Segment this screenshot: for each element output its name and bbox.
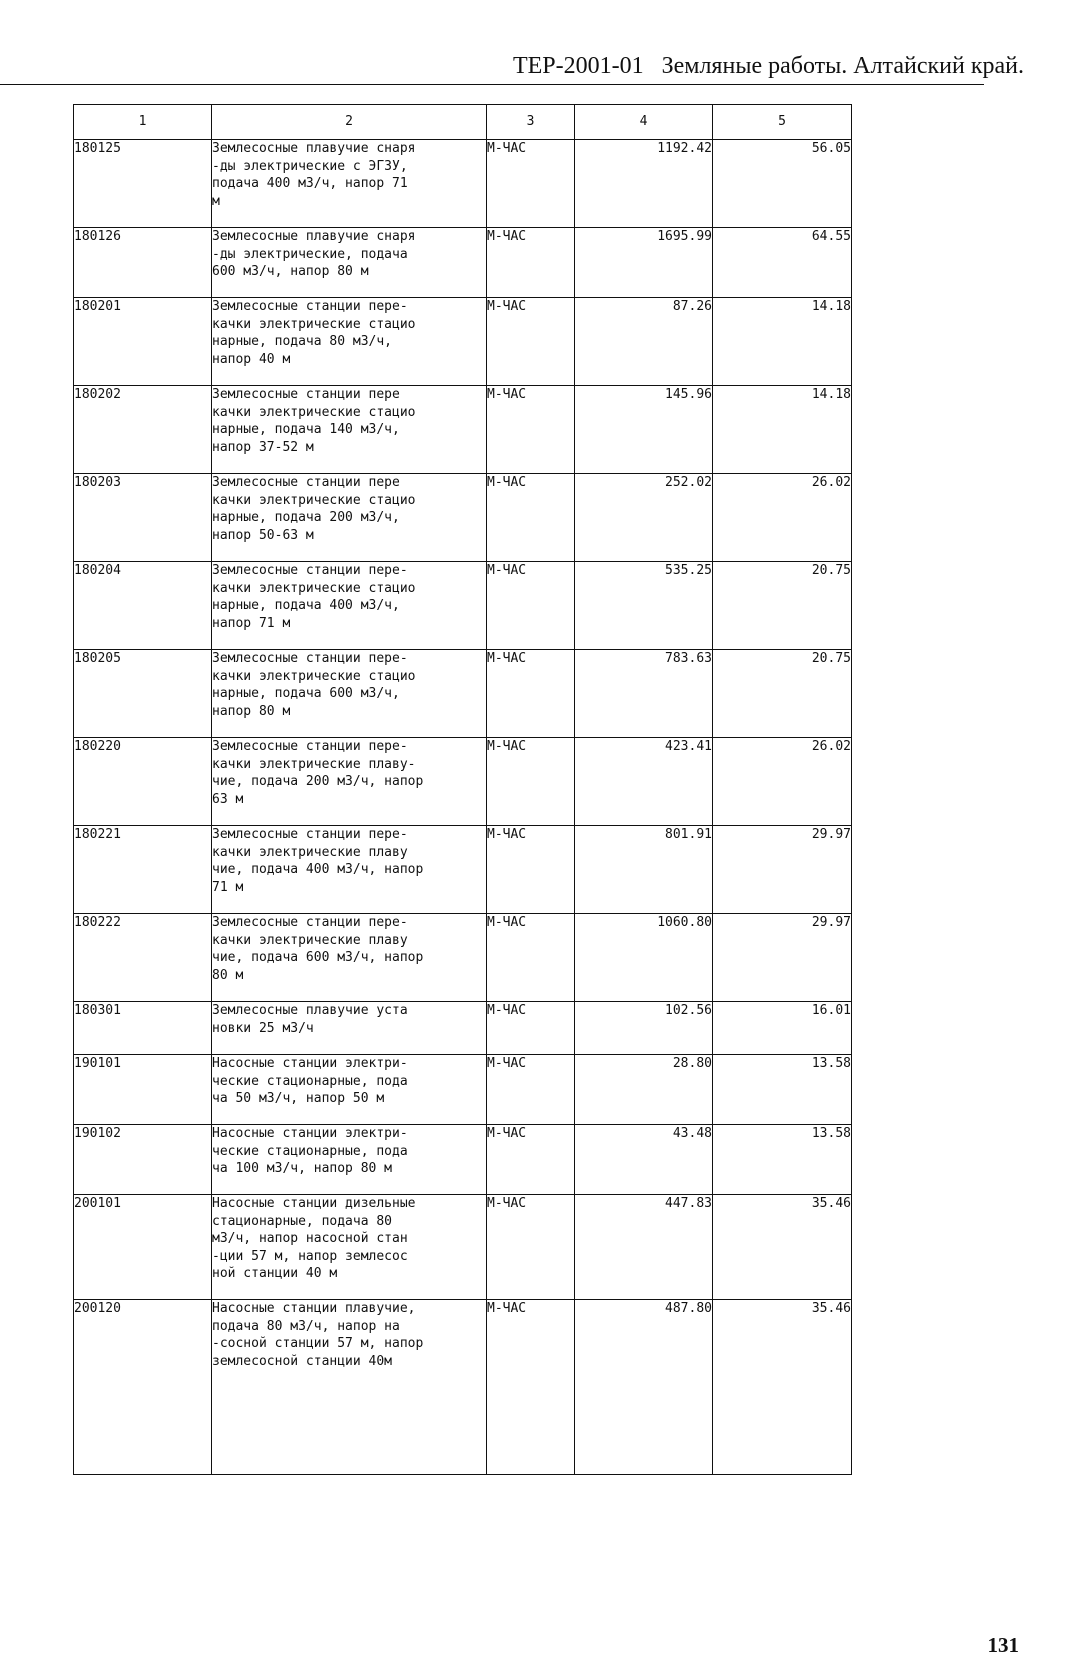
value-col4-cell: 447.83 xyxy=(575,1195,713,1300)
column-header: 5 xyxy=(713,105,852,140)
unit-cell: М-ЧАС xyxy=(487,826,575,914)
unit-cell: М-ЧАС xyxy=(487,298,575,386)
value-col5-cell: 35.46 xyxy=(713,1195,852,1300)
value-col5-cell: 29.97 xyxy=(713,914,852,1002)
table-row xyxy=(74,1055,852,1125)
column-header: 4 xyxy=(575,105,713,140)
page-header-title: ТЕР-2001-01 Земляные работы. Алтайский край. xyxy=(512,53,1024,79)
value-col5-cell: 64.55 xyxy=(713,228,852,298)
value-col4-cell: 1695.99 xyxy=(575,228,713,298)
value-col5-cell: 13.58 xyxy=(713,1125,852,1195)
code-cell: 180125 xyxy=(74,140,212,228)
name-cell: Землесосные станции пере- качки электрические стацио нарные, подача 400 м3/ч, напор 71 м xyxy=(212,562,487,650)
name-cell: Землесосные плавучие снаря -ды электрические, подача 600 м3/ч, напор 80 м xyxy=(212,228,487,298)
value-col4-cell: 801.91 xyxy=(575,826,713,914)
unit-cell: М-ЧАС xyxy=(487,1125,575,1195)
value-col4-cell: 28.80 xyxy=(575,1055,713,1125)
name-cell: Землесосные станции пере- качки электрические стацио нарные, подача 80 м3/ч, напор 40 м xyxy=(212,298,487,386)
table-row xyxy=(74,1002,852,1055)
name-cell: Землесосные станции пере качки электрические стацио нарные, подача 140 м3/ч, напор 37-52 м xyxy=(212,386,487,474)
value-col4-cell: 423.41 xyxy=(575,738,713,826)
value-col4-cell: 43.48 xyxy=(575,1125,713,1195)
value-col4-cell: 487.80 xyxy=(575,1300,713,1475)
code-cell: 190102 xyxy=(74,1125,212,1195)
table-row xyxy=(74,562,852,650)
value-col5-cell: 14.18 xyxy=(713,298,852,386)
value-col5-cell: 14.18 xyxy=(713,386,852,474)
unit-cell: М-ЧАС xyxy=(487,386,575,474)
value-col5-cell: 20.75 xyxy=(713,650,852,738)
unit-cell: М-ЧАС xyxy=(487,1055,575,1125)
name-cell: Землесосные станции пере- качки электрические стацио нарные, подача 600 м3/ч, напор 80 м xyxy=(212,650,487,738)
code-cell: 180205 xyxy=(74,650,212,738)
code-cell: 180202 xyxy=(74,386,212,474)
unit-cell: М-ЧАС xyxy=(487,562,575,650)
unit-cell: М-ЧАС xyxy=(487,1195,575,1300)
code-cell: 180222 xyxy=(74,914,212,1002)
table-row xyxy=(74,826,852,914)
name-cell: Землесосные станции пере- качки электрические плаву чие, подача 400 м3/ч, напор 71 м xyxy=(212,826,487,914)
value-col5-cell: 29.97 xyxy=(713,826,852,914)
code-cell: 180220 xyxy=(74,738,212,826)
column-header: 2 xyxy=(212,105,487,140)
value-col4-cell: 102.56 xyxy=(575,1002,713,1055)
table-row xyxy=(74,140,852,228)
table-row xyxy=(74,474,852,562)
value-col5-cell: 26.02 xyxy=(713,738,852,826)
table-row xyxy=(74,386,852,474)
value-col5-cell: 35.46 xyxy=(713,1300,852,1475)
table-row xyxy=(74,1195,852,1300)
name-cell: Насосные станции дизельные стационарные, подача 80 м3/ч, напор насосной стан -ции 57 м, напор землесос ной станции 40 м xyxy=(212,1195,487,1300)
value-col5-cell: 56.05 xyxy=(713,140,852,228)
code-cell: 200120 xyxy=(74,1300,212,1475)
value-col5-cell: 16.01 xyxy=(713,1002,852,1055)
table-header-row xyxy=(74,105,852,140)
value-col5-cell: 26.02 xyxy=(713,474,852,562)
unit-cell: М-ЧАС xyxy=(487,650,575,738)
value-col4-cell: 145.96 xyxy=(575,386,713,474)
rates-table xyxy=(73,104,852,1475)
unit-cell: М-ЧАС xyxy=(487,474,575,562)
code-cell: 180201 xyxy=(74,298,212,386)
name-cell: Землесосные плавучие уста новки 25 м3/ч xyxy=(212,1002,487,1055)
name-cell: Землесосные плавучие снаря -ды электрические с ЭГЗУ, подача 400 м3/ч, напор 71 м xyxy=(212,140,487,228)
unit-cell: М-ЧАС xyxy=(487,738,575,826)
table-row xyxy=(74,1300,852,1475)
value-col5-cell: 20.75 xyxy=(713,562,852,650)
name-cell: Насосные станции электри- ческие стационарные, пода ча 100 м3/ч, напор 80 м xyxy=(212,1125,487,1195)
value-col4-cell: 783.63 xyxy=(575,650,713,738)
value-col5-cell: 13.58 xyxy=(713,1055,852,1125)
page-number: 131 xyxy=(987,1633,1019,1657)
unit-cell: М-ЧАС xyxy=(487,140,575,228)
header-divider xyxy=(0,84,984,85)
value-col4-cell: 252.02 xyxy=(575,474,713,562)
name-cell: Насосные станции электри- ческие стационарные, пода ча 50 м3/ч, напор 50 м xyxy=(212,1055,487,1125)
name-cell: Землесосные станции пере качки электрические стацио нарные, подача 200 м3/ч, напор 50-63 м xyxy=(212,474,487,562)
code-cell: 180203 xyxy=(74,474,212,562)
value-col4-cell: 535.25 xyxy=(575,562,713,650)
code-cell: 190101 xyxy=(74,1055,212,1125)
value-col4-cell: 87.26 xyxy=(575,298,713,386)
table-row xyxy=(74,738,852,826)
code-cell: 180204 xyxy=(74,562,212,650)
table-row xyxy=(74,650,852,738)
code-cell: 180126 xyxy=(74,228,212,298)
unit-cell: М-ЧАС xyxy=(487,914,575,1002)
table-body xyxy=(74,140,852,1475)
unit-cell: М-ЧАС xyxy=(487,228,575,298)
code-cell: 180221 xyxy=(74,826,212,914)
value-col4-cell: 1060.80 xyxy=(575,914,713,1002)
column-header: 3 xyxy=(487,105,575,140)
name-cell: Насосные станции плавучие, подача 80 м3/ч, напор на -сосной станции 57 м, напор землесосной станции 40м xyxy=(212,1300,487,1475)
code-cell: 180301 xyxy=(74,1002,212,1055)
value-col4-cell: 1192.42 xyxy=(575,140,713,228)
unit-cell: М-ЧАС xyxy=(487,1002,575,1055)
name-cell: Землесосные станции пере- качки электрические плаву чие, подача 600 м3/ч, напор 80 м xyxy=(212,914,487,1002)
column-header: 1 xyxy=(74,105,212,140)
table-row xyxy=(74,298,852,386)
table-row xyxy=(74,1125,852,1195)
table-row xyxy=(74,914,852,1002)
name-cell: Землесосные станции пере- качки электрические плаву- чие, подача 200 м3/ч, напор 63 м xyxy=(212,738,487,826)
unit-cell: М-ЧАС xyxy=(487,1300,575,1475)
table-row xyxy=(74,228,852,298)
code-cell: 200101 xyxy=(74,1195,212,1300)
